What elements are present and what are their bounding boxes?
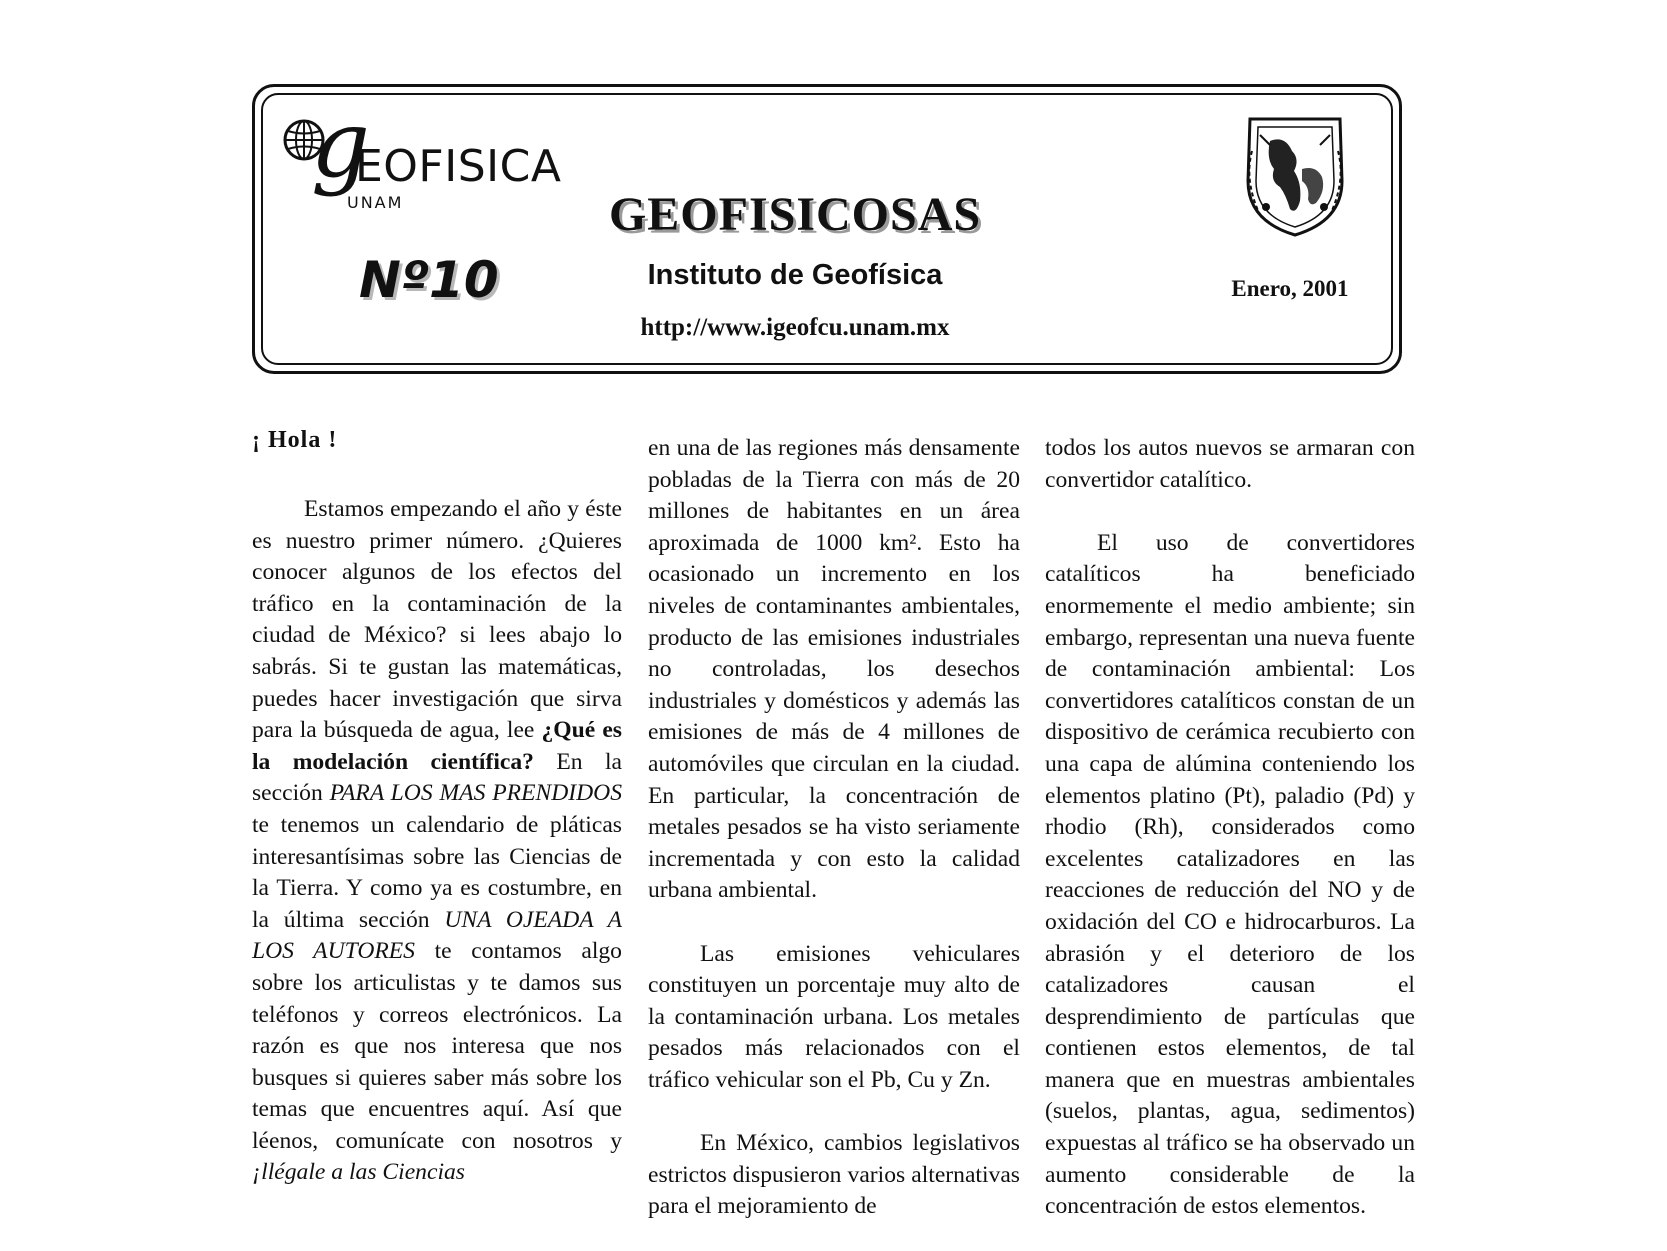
intro-text-a: Estamos empezando el año y éste es nuestro primer número. ¿Quieres conocer algunos de los efectos del tráfico en la contaminación de la ciudad de México? si lees abajo lo sabrás. Si te gustan las matemáticas, puedes hacer investigación que sirva para la búsqueda de agua, lee <box>252 496 622 744</box>
masthead <box>252 84 1402 374</box>
intro-closing: ¡llégale a las Ciencias <box>252 1159 465 1186</box>
column-3-paragraph-2: El uso de convertidores catalíticos ha beneficiado enormemente el medio ambiente; sin embargo, representan una nueva fuente de contaminación ambiental: Los convertidores catalíticos constan de un dispositivo de cerámica recubierto con una capa de alúmina conteniendo los elementos platino (Pt), paladio (Pd) y rhodio (Rh), considerados como excelentes catalizadores en las reacciones de reducción del NO y de oxidación del CO e hidrocarburos. La abrasión y el deterioro de los catalizadores causan el desprendimiento de partículas que contienen estos elementos, de tal manera que en muestras ambientales (suelos, plantas, agua, sedimentos) expuestas al tráfico se ha observado un aumento considerable de la concentración de estos elementos. <box>1045 529 1415 1220</box>
column-2-paragraph-1: en una de las regiones más densamente pobladas de la Tierra con más de 20 millones de habitantes en un área aproximada de 1000 km². Esto ha ocasionado un incremento en los niveles de contaminantes ambientales, producto de las emisiones industriales no controladas, los desechos industriales y domésticos y además las emisiones de más de 4 millones de automóviles que circulan en la ciudad. En particular, la concentración de metales pesados se ha visto seriamente incrementada y con esto la calidad urbana ambiental. <box>648 435 1020 904</box>
website-url: http://www.igeofcu.unam.mx <box>640 314 950 341</box>
column-1 <box>252 428 622 1189</box>
unam-seal-icon <box>1230 111 1360 241</box>
intro-text-b: En la sección <box>252 748 622 807</box>
column-3-paragraph-1: todos los autos nuevos se armaran con convertidor catalítico. <box>1045 435 1415 493</box>
logo-text: EOFISICA <box>355 141 562 192</box>
modelacion-highlight: ¿Qué es la modelación científica? <box>252 717 622 775</box>
column-2 <box>648 433 1020 1223</box>
column-3 <box>1045 433 1415 1223</box>
logo-letter-g: g <box>311 91 370 198</box>
section-name-autores: UNA OJEADA A LOS AUTORES <box>252 906 622 965</box>
intro-paragraph <box>252 494 622 1189</box>
logo-subtext: UNAM <box>347 193 404 212</box>
section-name-prendidos: PARA LOS MAS PRENDIDOS <box>329 780 622 807</box>
institute-name: Instituto de Geofísica <box>647 259 943 291</box>
issue-date: Enero, 2001 <box>1231 276 1349 301</box>
greeting-heading: ¡ Hola ! <box>252 427 338 453</box>
issue-number: Nº10 <box>359 251 499 309</box>
intro-text-d: te contamos algo sobre los articulistas y te damos sus teléfonos y correos electrónicos. La razón es que nos interesa que nos busques si quieres saber más sobre los temas que encuentres aquí. Así que léenos, comunícate con nosotros y <box>252 938 622 1154</box>
column-2-paragraph-3: En México, cambios legislativos estrictos dispusieron varios alternativas para el mejoramiento de <box>648 1130 1020 1220</box>
intro-text-c: te tenemos un calendario de pláticas interesantísimas sobre las Ciencias de la Tierra. Y como ya es costumbre, en la última sección <box>252 811 622 933</box>
column-2-paragraph-2: Las emisiones vehiculares constituyen un porcentaje muy alto de la contaminación urbana. Los metales pesados más relacionados con el tráfico vehicular son el Pb, Cu y Zn. <box>648 940 1020 1093</box>
newsletter-title: GEOFISICOSAS <box>608 188 982 241</box>
geofisica-unam-logo <box>283 91 583 212</box>
